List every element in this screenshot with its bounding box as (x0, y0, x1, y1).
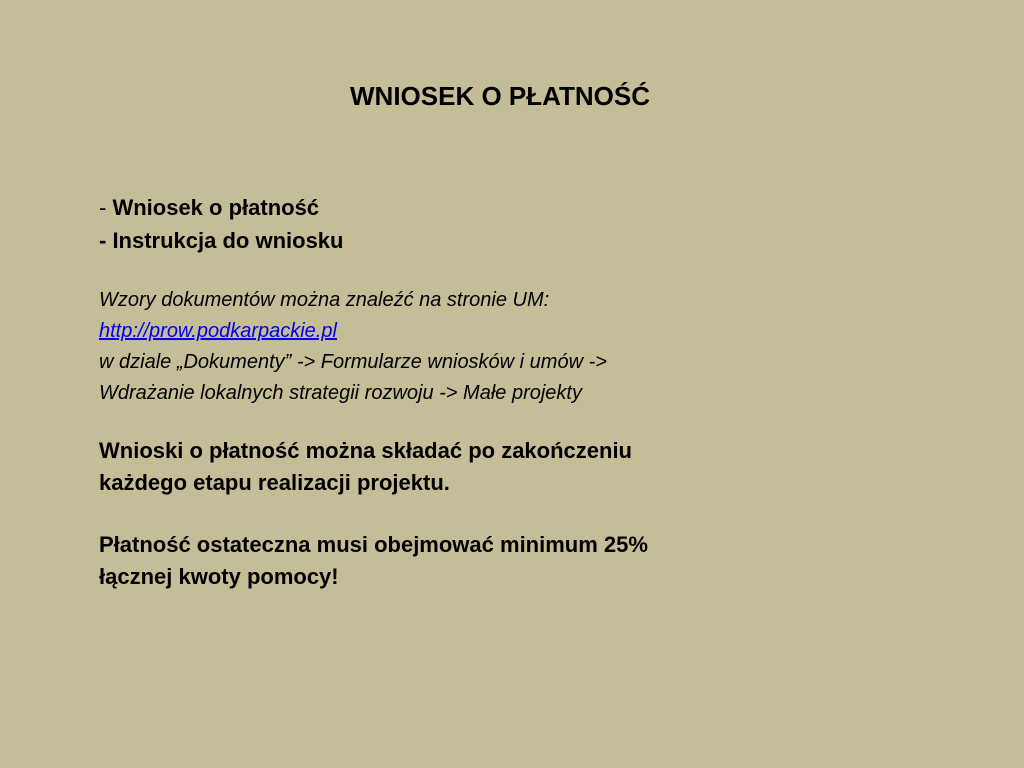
slide-content (99, 191, 959, 593)
list-item-application (99, 191, 959, 224)
templates-info-line-1: Wzory dokumentów można znaleźć na stronie UM: (99, 289, 550, 311)
final-payment-line-1: Płatność ostateczna musi obejmować minimum 25% (99, 532, 648, 557)
templates-info-line-3: w dziale „Dokumenty” -> Formularze wniosków i umów -> (99, 351, 607, 373)
templates-info (99, 285, 959, 409)
slide-title: WNIOSEK O PŁATNOŚĆ (350, 81, 650, 111)
website-link[interactable]: http://prow.podkarpackie.pl (99, 320, 337, 342)
payment-timing-line-1: Wnioski o płatność można składać po zakończeniu (99, 438, 632, 463)
final-payment-note (99, 529, 959, 593)
list-dash: - (99, 195, 113, 220)
final-payment-line-2: łącznej kwoty pomocy! (99, 564, 339, 589)
templates-info-line-4: Wdrażanie lokalnych strategii rozwoju -> Małe projekty (99, 382, 582, 404)
list-item-application-label: Wniosek o płatność (112, 195, 320, 220)
payment-timing-note (99, 435, 959, 499)
payment-timing-line-2: każdego etapu realizacji projektu. (99, 470, 450, 495)
list-item-instructions: - Instrukcja do wniosku (99, 228, 344, 253)
